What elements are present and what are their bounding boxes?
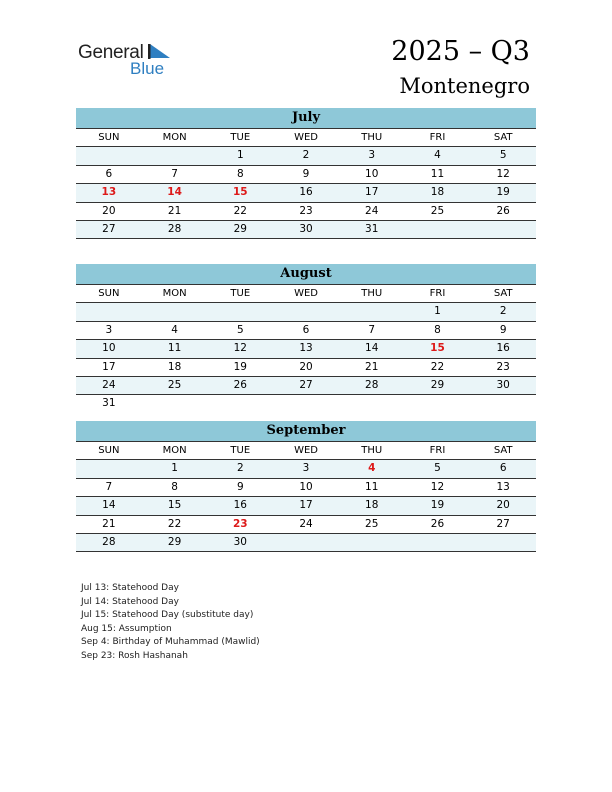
day-cell: 11 [430, 167, 445, 180]
weekday-label: THU [361, 288, 383, 299]
empty-day-cell [142, 395, 208, 412]
day-cell: 3 [302, 462, 310, 475]
weekday-label: MON [162, 132, 187, 143]
week-row [76, 516, 536, 534]
week-row [76, 303, 536, 321]
day-cell: 16 [233, 499, 247, 512]
day-cell: 10 [299, 480, 313, 493]
empty-day-cell [470, 221, 536, 238]
day-cell: 26 [430, 517, 445, 530]
day-cell: 19 [430, 499, 445, 512]
day-cell: 18 [365, 499, 379, 512]
month-title: July [76, 108, 536, 129]
day-cell: 14 [102, 499, 116, 512]
day-cell: 16 [496, 342, 510, 355]
empty-day-cell [142, 303, 208, 320]
day-cell: 4 [434, 149, 441, 162]
day-cell: 14 [365, 342, 379, 355]
weekday-label: THU [361, 132, 383, 143]
week-row [76, 395, 536, 412]
page-title: 2025 – Q3 [391, 36, 530, 67]
weekday-label: WED [294, 445, 318, 456]
weekday-label: SUN [98, 445, 120, 456]
day-cell: 27 [102, 222, 116, 235]
logo-general-text: General [78, 42, 144, 63]
day-cell: 17 [365, 186, 379, 199]
day-cell: 5 [499, 149, 507, 162]
day-cell: 8 [236, 167, 244, 180]
empty-day-cell [273, 395, 339, 412]
day-cell: 9 [302, 167, 310, 180]
month-august [76, 264, 536, 413]
weekday-label: MON [162, 445, 187, 456]
day-cell: 23 [299, 204, 313, 217]
day-cell: 15 [232, 186, 248, 199]
weekday-label: SUN [98, 288, 120, 299]
day-cell: 29 [430, 378, 445, 391]
day-cell: 12 [430, 480, 445, 493]
week-row [76, 340, 536, 358]
weekday-header-row [76, 442, 536, 460]
weekday-label: MON [162, 288, 187, 299]
day-cell: 17 [102, 360, 116, 373]
day-cell: 20 [496, 499, 510, 512]
weekday-label: SUN [98, 132, 120, 143]
empty-day-cell [76, 460, 142, 477]
day-cell: 17 [299, 499, 313, 512]
day-cell: 29 [233, 222, 247, 235]
day-cell: 22 [233, 204, 247, 217]
week-row [76, 322, 536, 340]
holiday-note: Jul 13: Statehood Day [81, 583, 179, 593]
day-cell: 6 [302, 323, 310, 336]
day-cell: 24 [365, 204, 379, 217]
empty-day-cell [470, 395, 536, 412]
day-cell: 20 [299, 360, 313, 373]
day-cell: 11 [365, 480, 379, 493]
empty-day-cell [470, 534, 536, 551]
day-cell: 29 [167, 535, 182, 548]
weekday-label: TUE [230, 132, 251, 143]
day-cell: 10 [102, 342, 116, 355]
day-cell: 5 [434, 462, 441, 475]
day-cell: 2 [236, 462, 244, 475]
day-cell: 12 [496, 167, 510, 180]
weekday-label: FRI [429, 288, 446, 299]
day-cell: 1 [171, 462, 178, 475]
day-cell: 30 [233, 535, 247, 548]
month-title: August [76, 264, 536, 285]
weekday-label: SAT [493, 288, 513, 299]
day-cell: 27 [496, 517, 510, 530]
day-cell: 4 [368, 462, 376, 475]
day-cell: 7 [105, 480, 113, 493]
day-cell: 2 [499, 305, 507, 318]
day-cell: 18 [430, 186, 445, 199]
day-cell: 3 [368, 149, 376, 162]
day-cell: 27 [299, 378, 313, 391]
holiday-notes [81, 582, 260, 664]
day-cell: 28 [365, 378, 379, 391]
empty-day-cell [339, 534, 405, 551]
empty-day-cell [273, 534, 339, 551]
holiday-note: Jul 14: Statehood Day [81, 596, 179, 607]
day-cell: 1 [236, 149, 244, 162]
day-cell: 23 [496, 360, 510, 373]
week-row [76, 460, 536, 478]
weekday-label: TUE [230, 445, 251, 456]
weekday-label: TUE [230, 288, 251, 299]
day-cell: 25 [167, 378, 182, 391]
week-row [76, 203, 536, 221]
week-row [76, 359, 536, 377]
week-row [76, 184, 536, 202]
weekday-label: SAT [493, 445, 513, 456]
day-cell: 15 [430, 342, 445, 355]
day-cell: 19 [233, 360, 247, 373]
empty-day-cell [76, 147, 142, 164]
holiday-note: Jul 15: Statehood Day (substitute day) [81, 610, 254, 621]
day-cell: 8 [171, 480, 178, 493]
day-cell: 3 [105, 323, 113, 336]
day-cell: 18 [167, 360, 182, 373]
brand-logo [78, 40, 178, 80]
day-cell: 20 [102, 204, 116, 217]
day-cell: 21 [167, 204, 182, 217]
day-cell: 12 [233, 342, 247, 355]
empty-day-cell [405, 221, 471, 238]
empty-day-cell [405, 534, 471, 551]
day-cell: 30 [496, 378, 510, 391]
week-row [76, 166, 536, 184]
empty-day-cell [207, 395, 273, 412]
week-row [76, 497, 536, 515]
day-cell: 13 [496, 480, 510, 493]
weekday-header-row [76, 285, 536, 303]
day-cell: 24 [299, 517, 313, 530]
day-cell: 31 [102, 397, 116, 410]
day-cell: 6 [499, 462, 507, 475]
day-cell: 9 [499, 323, 507, 336]
day-cell: 7 [171, 167, 178, 180]
empty-day-cell [339, 303, 405, 320]
country-name: Montenegro [399, 74, 530, 98]
day-cell: 26 [496, 204, 510, 217]
day-cell: 16 [299, 186, 313, 199]
day-cell: 22 [430, 360, 445, 373]
day-cell: 4 [171, 323, 178, 336]
day-cell: 9 [236, 480, 244, 493]
day-cell: 24 [102, 378, 116, 391]
day-cell: 1 [434, 305, 441, 318]
day-cell: 13 [299, 342, 313, 355]
day-cell: 11 [167, 342, 182, 355]
month-title: September [76, 421, 536, 442]
weekday-label: FRI [429, 132, 446, 143]
day-cell: 26 [233, 378, 247, 391]
day-cell: 25 [430, 204, 445, 217]
day-cell: 31 [365, 222, 379, 235]
day-cell: 23 [232, 517, 248, 530]
weekday-label: FRI [429, 445, 446, 456]
day-cell: 2 [302, 149, 310, 162]
weekday-label: WED [294, 288, 318, 299]
holiday-note: Aug 15: Assumption [81, 623, 172, 634]
day-cell: 15 [167, 499, 182, 512]
month-september [76, 421, 536, 552]
day-cell: 7 [368, 323, 376, 336]
week-row [76, 147, 536, 165]
day-cell: 22 [167, 517, 182, 530]
empty-day-cell [405, 395, 471, 412]
empty-day-cell [339, 395, 405, 412]
week-row [76, 221, 536, 239]
week-row [76, 479, 536, 497]
weekday-header-row [76, 129, 536, 147]
month-july [76, 108, 536, 239]
empty-day-cell [273, 303, 339, 320]
empty-day-cell [142, 147, 208, 164]
logo-blue-text: Blue [130, 59, 165, 78]
day-cell: 5 [236, 323, 244, 336]
weekday-label: THU [361, 445, 383, 456]
day-cell: 10 [365, 167, 379, 180]
weekday-label: SAT [493, 132, 513, 143]
day-cell: 28 [167, 222, 182, 235]
day-cell: 25 [365, 517, 379, 530]
day-cell: 30 [299, 222, 313, 235]
week-row [76, 377, 536, 395]
day-cell: 13 [101, 186, 117, 199]
empty-day-cell [207, 303, 273, 320]
day-cell: 21 [102, 517, 116, 530]
holiday-note: Sep 23: Rosh Hashanah [81, 650, 188, 661]
day-cell: 19 [496, 186, 510, 199]
day-cell: 21 [365, 360, 379, 373]
week-row [76, 534, 536, 552]
holiday-note: Sep 4: Birthday of Muhammad (Mawlid) [81, 637, 260, 648]
day-cell: 14 [167, 186, 182, 199]
empty-day-cell [76, 303, 142, 320]
weekday-label: WED [294, 132, 318, 143]
day-cell: 28 [102, 535, 116, 548]
day-cell: 8 [434, 323, 441, 336]
day-cell: 6 [105, 167, 113, 180]
